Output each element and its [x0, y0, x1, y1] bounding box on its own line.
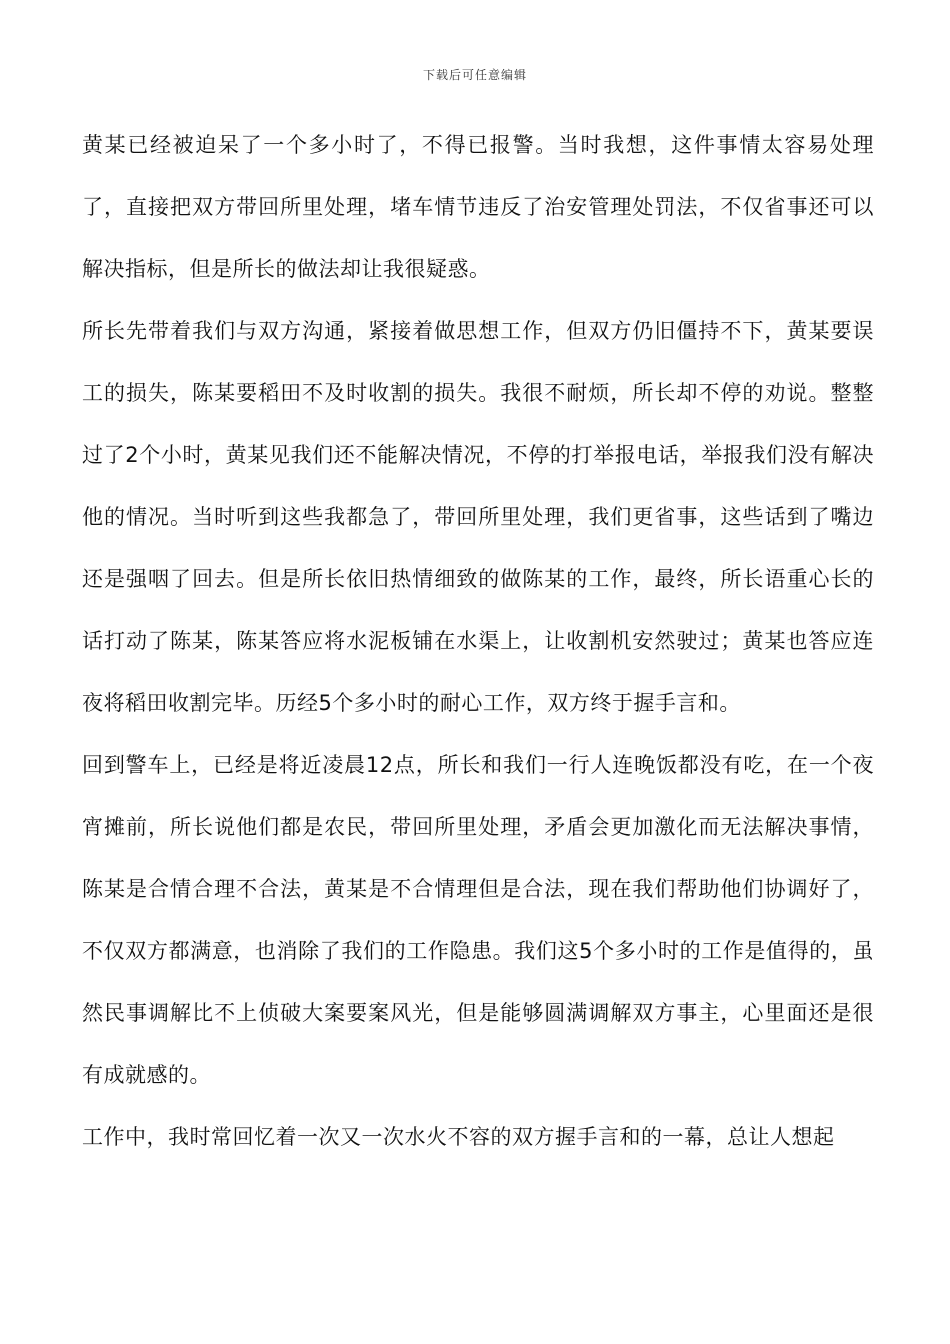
paragraph-1: 黄某已经被迫呆了一个多小时了，不得已报警。当时我想，这件事情太容易处理了，直接把双方带回所里处理，堵车情节违反了治安管理处罚法，不仅省事还可以解决指标，但是所长的做法却让我很疑惑。	[82, 133, 874, 281]
paragraph-4: 工作中，我时常回忆着一次又一次水火不容的双方握手言和的一幕，总让人想起	[82, 1125, 835, 1149]
paragraph-2: 所长先带着我们与双方沟通，紧接着做思想工作，但双方仍旧僵持不下，黄某要误工的损失，陈某要稻田不及时收割的损失。我很不耐烦，所长却不停的劝说。整整过了2个小时，黄某见我们还不能解决情况，不停的打举报电话，举报我们没有解决他的情况。当时听到这些我都急了，带回所里处理，我们更省事，这些话到了嘴边还是强咽了回去。但是所长依旧热情细致的做陈某的工作，最终，所长语重心长的话打动了陈某，陈某答应将水泥板铺在水渠上，让收割机安然驶过；黄某也答应连夜将稻田收割完毕。历经5个多小时的耐心工作，双方终于握手言和。	[82, 319, 874, 715]
paragraph-3: 回到警车上，已经是将近凌晨12点，所长和我们一行人连晚饭都没有吃，在一个夜宵摊前，所长说他们都是农民，带回所里处理，矛盾会更加激化而无法解决事情，陈某是合情合理不合法，黄某是不合情理但是合法，现在我们帮助他们协调好了，不仅双方都满意，也消除了我们的工作隐患。我们这5个多小时的工作是值得的，虽然民事调解比不上侦破大案要案风光，但是能够圆满调解双方事主，心里面还是很有成就感的。	[82, 753, 874, 1087]
document-body	[82, 114, 874, 1168]
page-header-note: 下载后可任意编辑	[422, 68, 527, 82]
